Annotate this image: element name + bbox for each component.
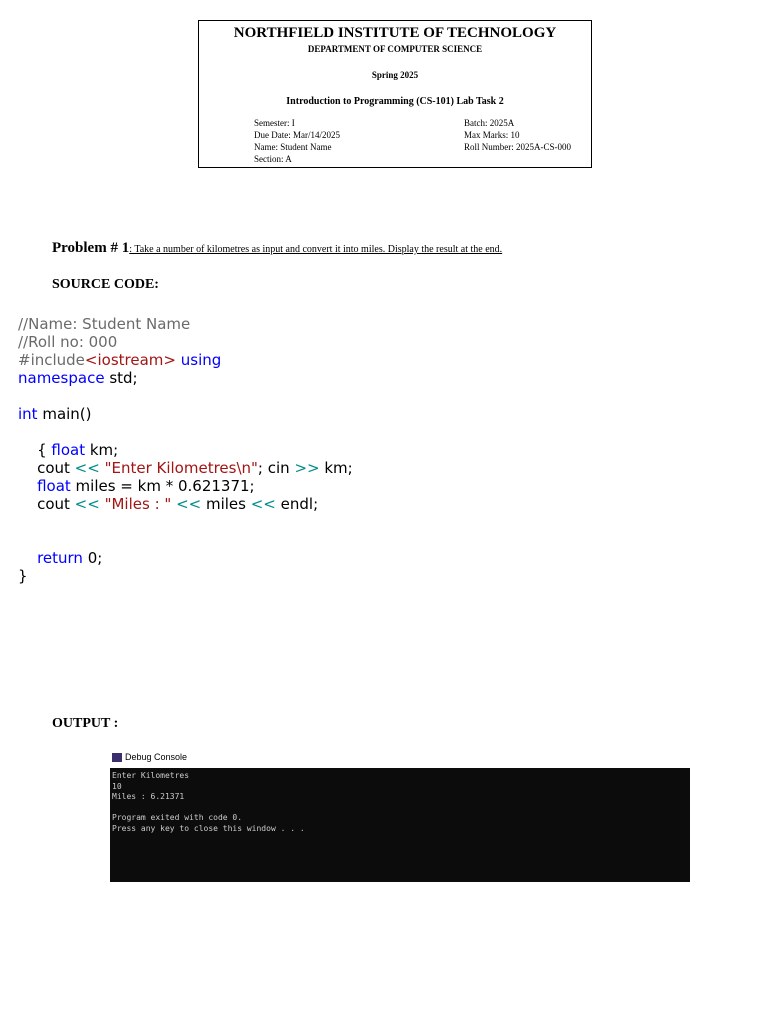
code-insert-operator-3: << xyxy=(171,495,202,513)
section-field: Section: A xyxy=(254,154,292,164)
console-line: Press any key to close this window . . . xyxy=(112,823,305,833)
code-float-keyword-2: float xyxy=(37,477,71,495)
code-insert-operator-2: << xyxy=(74,495,100,513)
code-int-keyword: int xyxy=(18,405,38,423)
console-line: Program exited with code 0. xyxy=(112,813,243,822)
problem-text: : Take a number of kilometres as input and convert it into miles. Display the result at the end. xyxy=(129,244,503,255)
console-titlebar xyxy=(112,752,187,762)
code-float-keyword: float xyxy=(51,441,86,459)
code-endl: endl; xyxy=(275,495,319,513)
problem-title: Problem # 1 xyxy=(52,240,130,256)
problem-statement xyxy=(52,240,752,257)
code-cout: cout xyxy=(37,459,75,477)
code-declaration: km; xyxy=(85,441,119,459)
due-date-field: Due Date: Mar/14/2025 xyxy=(254,130,340,140)
code-open-brace: { xyxy=(37,441,52,459)
console-output xyxy=(110,768,690,882)
console-line: Enter Kilometres xyxy=(112,771,190,780)
code-return-keyword: return xyxy=(37,549,83,567)
code-read-variable: km; xyxy=(319,459,353,477)
code-include-library: <iostream> xyxy=(84,351,176,369)
code-cin: ; cin xyxy=(257,459,295,477)
console-window-title: Debug Console xyxy=(125,752,188,762)
console-app-icon xyxy=(112,753,122,762)
roll-number-field: Roll Number: 2025A-CS-000 xyxy=(464,142,571,152)
code-comment-roll: //Roll no: 000 xyxy=(18,333,118,351)
code-insert-operator-4: << xyxy=(250,495,276,513)
code-output-variable: miles xyxy=(201,495,251,513)
code-conversion-expression: miles = km * 0.621371; xyxy=(70,477,255,495)
code-using-keyword: using xyxy=(180,351,222,369)
code-close-brace: } xyxy=(18,567,28,585)
max-marks-field: Max Marks: 10 xyxy=(464,130,520,140)
term-label: Spring 2025 xyxy=(371,70,419,80)
university-name: NORTHFIELD INSTITUTE OF TECHNOLOGY xyxy=(233,25,557,41)
course-title: Introduction to Programming (CS-101) Lab Task 2 xyxy=(286,96,504,107)
code-cout-2: cout xyxy=(37,495,75,513)
code-insert-operator: << xyxy=(74,459,100,477)
code-prompt-string: "Enter Kilometres\n" xyxy=(99,459,258,477)
code-result-string: "Miles : " xyxy=(99,495,172,513)
source-code-heading: SOURCE CODE: xyxy=(52,277,159,292)
code-comment-name: //Name: Student Name xyxy=(18,315,191,333)
code-listing xyxy=(18,315,418,585)
name-field: Name: Student Name xyxy=(254,142,332,152)
console-line: Miles : 6.21371 xyxy=(112,792,185,801)
code-return-value: 0; xyxy=(82,549,103,567)
assignment-meta xyxy=(254,117,571,165)
semester-field: Semester: I xyxy=(254,118,295,128)
code-namespace-keyword: namespace xyxy=(18,369,105,387)
code-main-signature: main() xyxy=(37,405,92,423)
batch-field: Batch: 2025A xyxy=(464,118,515,128)
output-heading: OUTPUT : xyxy=(52,716,119,731)
code-extract-operator: >> xyxy=(294,459,320,477)
department-name: DEPARTMENT OF COMPUTER SCIENCE xyxy=(307,44,483,54)
code-include-directive: #include xyxy=(18,351,85,369)
code-namespace-name: std; xyxy=(104,369,138,387)
assignment-header xyxy=(198,20,592,168)
console-line: 10 xyxy=(112,781,122,791)
